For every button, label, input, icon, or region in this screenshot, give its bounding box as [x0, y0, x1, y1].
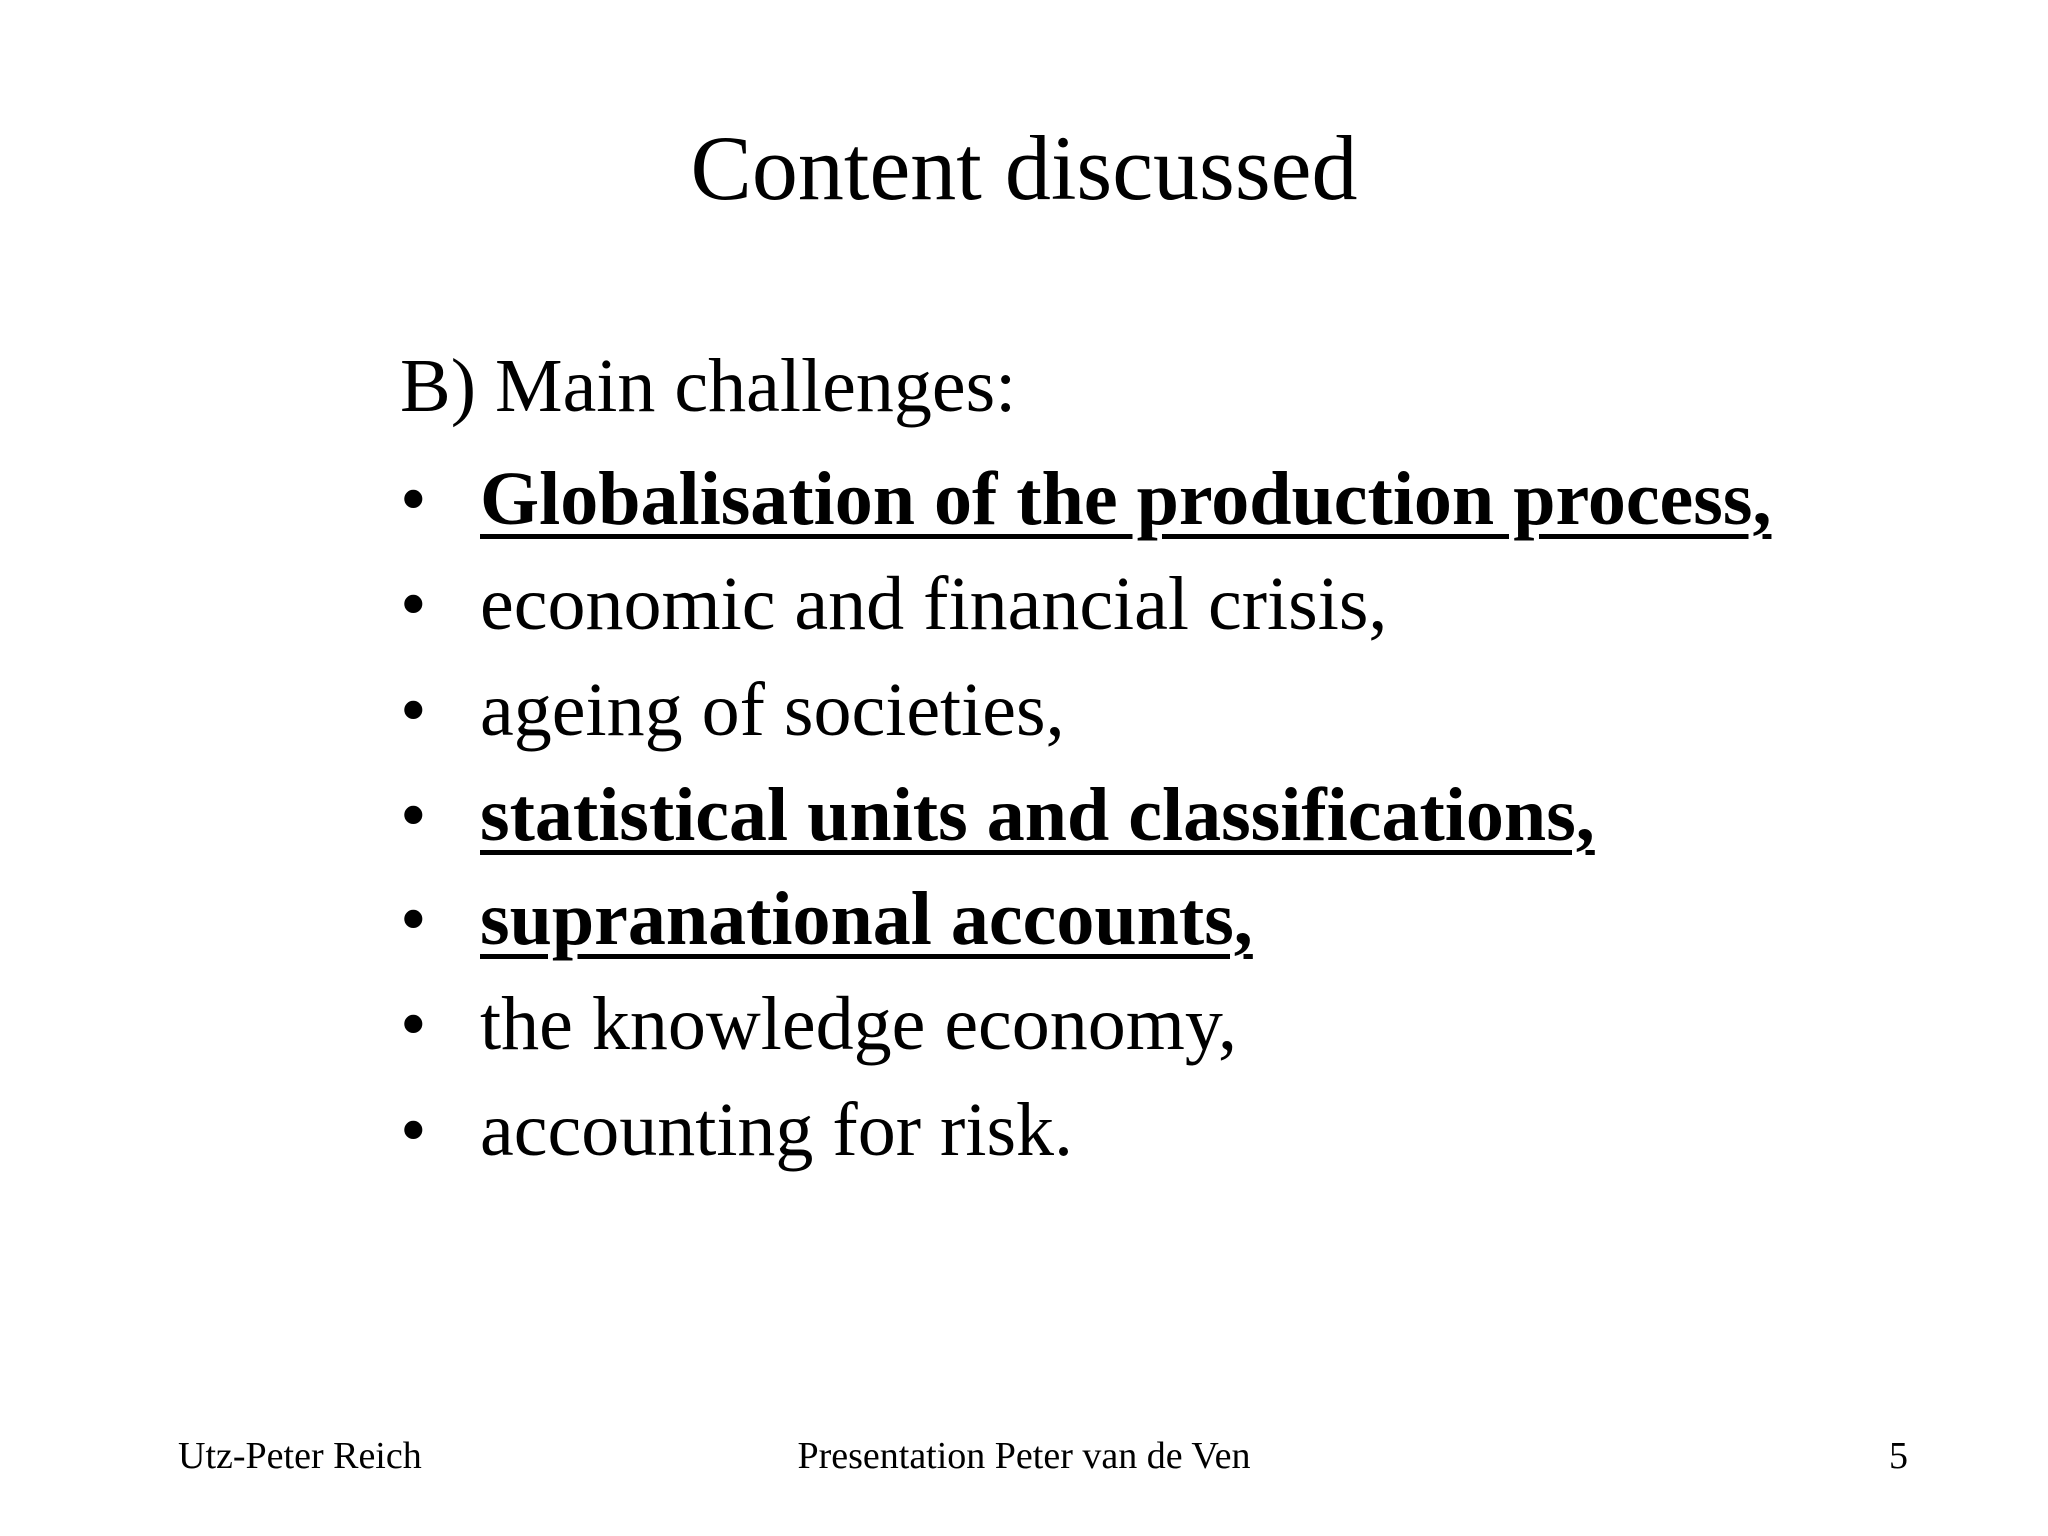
bullet-icon: • [400, 562, 427, 646]
footer-author: Utz-Peter Reich [178, 1435, 422, 1477]
bullet-icon: • [400, 773, 427, 857]
bullet-icon: • [400, 877, 427, 961]
bullet-icon: • [400, 457, 427, 541]
list-item-text: statistical units and classifications, [480, 773, 1595, 857]
list-item-text: economic and financial crisis, [480, 562, 1388, 646]
list-item-text: supranational accounts, [480, 877, 1253, 961]
list-item [400, 875, 1800, 963]
list-item-text: the knowledge economy, [480, 982, 1237, 1066]
list-item-text: accounting for risk. [480, 1088, 1074, 1172]
list-item [400, 559, 1800, 649]
section-heading: B) Main challenges: [400, 344, 1017, 428]
list-item [400, 979, 1800, 1069]
slide-title: Content discussed [690, 117, 1358, 219]
list-item-text: Globalisation of the production process, [480, 457, 1772, 541]
list-item [400, 1085, 1800, 1175]
bullet-icon: • [400, 668, 427, 752]
bullet-icon: • [400, 982, 427, 1066]
list-item [400, 455, 1800, 543]
footer-presentation: Presentation Peter van de Ven [797, 1435, 1251, 1477]
slide-content [400, 333, 1800, 1175]
challenges-list [400, 455, 1800, 1175]
bullet-icon: • [400, 1088, 427, 1172]
list-item-text: ageing of societies, [480, 668, 1065, 752]
list-item [400, 665, 1800, 755]
page-number: 5 [1889, 1435, 1908, 1477]
list-item [400, 771, 1800, 859]
